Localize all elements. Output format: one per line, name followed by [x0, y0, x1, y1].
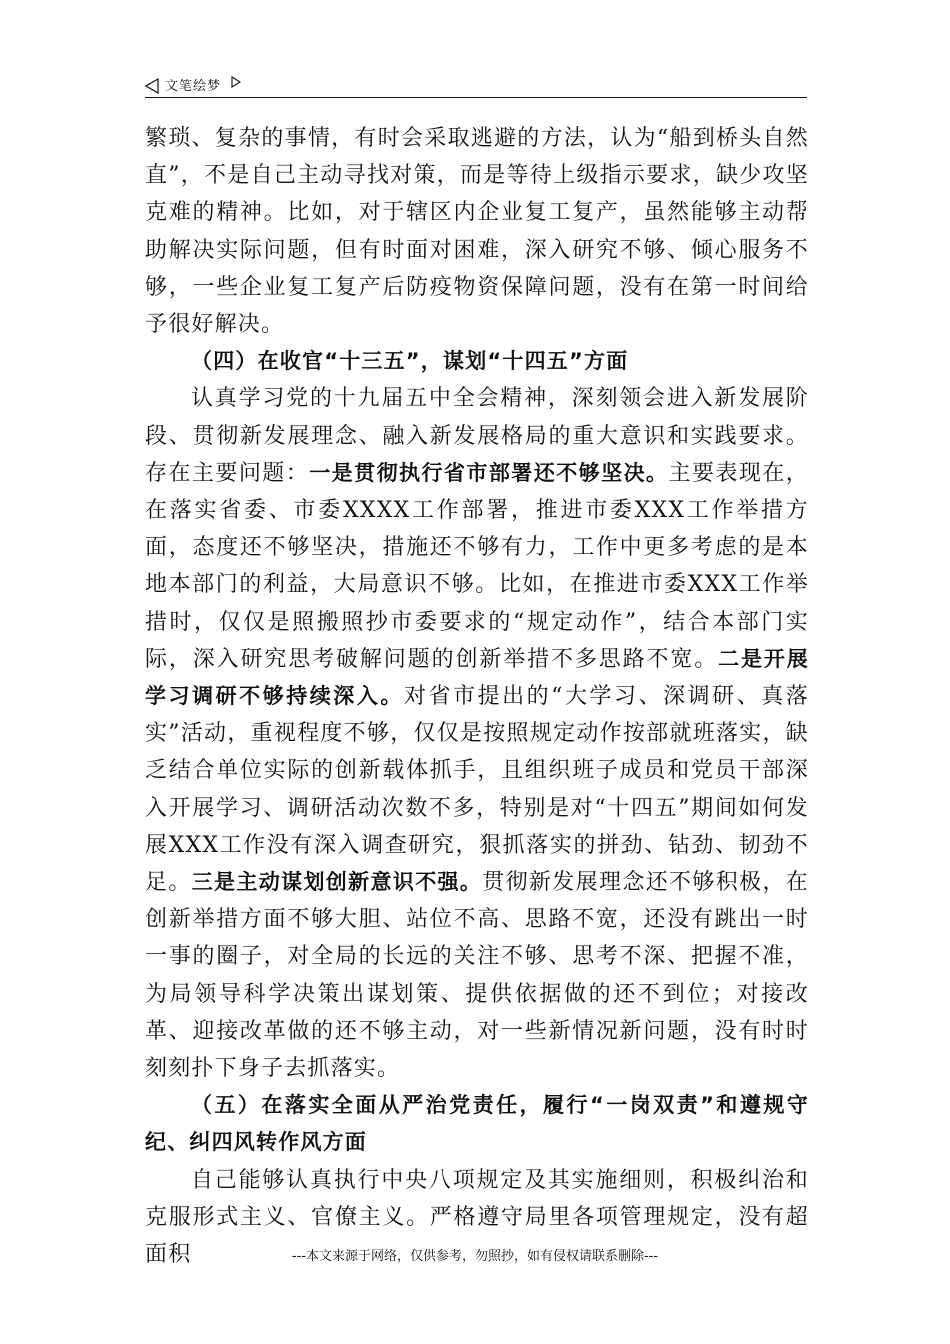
problem-one-heading: 一是贯彻执行省市部署还不够坚决。 [309, 460, 669, 485]
paragraph-text: 对省市提出的“大学习、深调研、真落实”活动，重视程度不够，仅仅是按照规定动作按部就班落实，缺乏结合单位实际的创新载体抓手，且组织班子成员和党员干部深入开展学习、调研活动次数不多，特别是对“十四五”期间如何发展XXX工作没有深入调查研究，狠抓落实的拼劲、钻劲、韧劲不足。 [145, 684, 810, 896]
header-rule [145, 97, 807, 98]
paragraph-text: 主要表现在，在落实省委、市委XXXX工作部署，推进市委XXX工作举措方面，态度还不够坚决，措施还不够有力，工作中更多考虑的是本地本部门的利益，大局意识不够。比如，在推进市委XXX工作举措时，仅仅是照搬照抄市委要求的“规定动作”，结合本部门实际，深入研究思考破解问题的创新举措不多思路不宽。 [145, 460, 809, 672]
section-heading-5: （五）在落实全面从严治党责任，履行“一岗双责”和遵规守纪、纠四风转作风方面 [145, 1093, 809, 1155]
paragraph-section-4 [145, 380, 809, 1087]
page-header [145, 74, 807, 98]
footer-notice: ---本文来源于网络，仅供参考，勿照抄，如有侵权请联系删除--- [291, 1249, 659, 1264]
paragraph-continuation: 繁琐、复杂的事情，有时会采取逃避的方法，认为“船到桥头自然直”，不是自己主动寻找对策，而是等待上级指示要求，缺少攻坚克难的精神。比如，对于辖区内企业复工复产，虽然能够主动帮助解决实际问题，但有时面对困难，深入研究不够、倾心服务不够，一些企业复工复产后防疫物资保障问题，没有在第一时间给予很好解决。 [145, 126, 809, 338]
paragraph-text: 认真学习党的十九届五中全会精神，深刻领会进入新发展阶段、贯彻新发展理念、融入新发展格局的重大意识和实践要求。存在主要问题： [145, 386, 809, 486]
document-body [145, 120, 809, 1273]
paragraph-section-5: 自己能够认真执行中央八项规定及其实施细则，积极纠治和克服形式主义、官僚主义。严格遵守局里各项管理规定，没有超面积 [145, 1167, 809, 1268]
problem-three-heading: 三是主动谋划创新意识不强。 [191, 870, 483, 895]
right-triangle-icon [231, 76, 241, 88]
section-heading-4: （四）在收官“十三五”，谋划“十四五”方面 [191, 349, 629, 374]
left-triangle-icon [145, 78, 159, 94]
header-brand: 文笔绘梦 [165, 79, 222, 94]
problem-two-heading: 二是开展学习调研不够持续深入。 [145, 646, 809, 709]
paragraph-text: 贯彻新发展理念还不够积极，在创新举措方面不够大胆、站位不高、思路不宽，还没有跳出一时一事的圈子，对全局的长远的关注不够、思考不深、把握不准，为局领导科学决策出谋划策、提供依据做的还不到位；对接改革、迎接改革做的还不够主动，对一些新情况新问题，没有时时刻刻扑下身子去抓落实。 [145, 870, 809, 1082]
